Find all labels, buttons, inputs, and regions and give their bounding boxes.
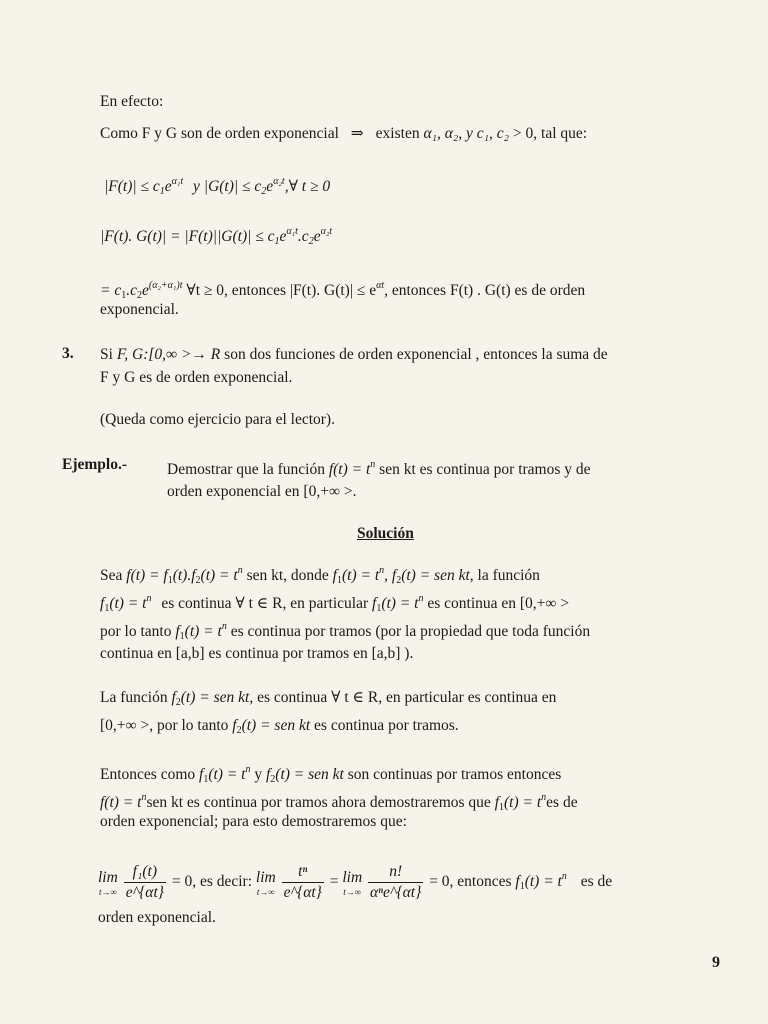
text-line: orden exponencial en [0,+∞ >. <box>167 483 357 500</box>
text-line: Demostrar que la función $f(t) = t^n$ sen kt es continua por tramos y de <box>167 459 591 478</box>
math-line: = $c_1.c_2e^{(\alpha_2+\alpha_1)t}$ ∀t ≥ 0, entonces |F(t). $G(t)| \le e^{\alpha t}$, entonces F(t) . G(t) es de orden <box>100 280 586 301</box>
text-line: Si F, G:[0,∞ >→ R son dos funciones de orden exponencial , entonces la suma de <box>100 346 608 363</box>
text-line: orden exponencial. <box>98 909 216 926</box>
text-line: $f_1(t) = t^n$ es continua ∀ t ∈ R, en particular $f_1(t) = t^n$ es continua en [0,+∞ > <box>100 593 570 614</box>
text-line: F y G es de orden exponencial. <box>100 369 293 386</box>
page-number: 9 <box>712 954 720 971</box>
math-line: |F(t). $G(t)| = |F(t)||G(t)| \le c_1e^{\alpha_1t}.c_2e^{\alpha_2t}$ <box>100 226 333 247</box>
text-line: por lo tanto $f_1(t) = t^n$ es continua por tramos (por la propiedad que toda función <box>100 621 591 642</box>
text-line: Sea $f(t) = f_1(t).f_2(t) = t^n$ sen kt, donde $f_1(t) = t^n$, $f_2(t)$ = sen kt, la función <box>100 565 540 586</box>
example-label: Ejemplo.- <box>62 456 128 473</box>
text-line: $f(t) = t^nsen$ kt es continua por tramos ahora demostraremos que $f_1(t) = t^nes$ de <box>100 792 578 813</box>
math-line: $|F(t)| \le c_1e^{\alpha_1t}$ y $|G(t)| \le c_2e^{\alpha_2t},\forall$ t ≥ 0 <box>104 176 331 197</box>
text-line: Como F y G son de orden exponencial ⇒ existen α₁, α₂, y c₁, c₂ > 0, tal que: <box>100 125 588 142</box>
text-line: Entonces como $f_1(t) = t^n$ y $f_2(t)$ = sen kt son continuas por tramos entonces <box>100 764 562 785</box>
solution-heading: Solución <box>357 525 414 542</box>
text-line: En efecto: <box>100 93 164 110</box>
text-line: exponencial. <box>100 301 179 318</box>
text-line: (Queda como ejercicio para el lector). <box>100 411 335 428</box>
item-number: 3. <box>62 345 74 362</box>
text-line: La función $f_2(t)$ = sen kt, es continua ∀ t ∈ R, en particular es continua en <box>100 689 557 708</box>
text-line: orden exponencial; para esto demostraremos que: <box>100 813 407 830</box>
limit-equation: lim t→∞ $\frac{\text{f₁(t)}}{e\^{}\{\alpha t\}}$ = 0, es decir: lim t→∞ $\frac{\text{tⁿ}}{e\^{}\{\alpha t\}}$ = lim t→∞ $\frac{n!}{\text{αⁿe\textasciicircum{}\{αt\}}}$ = 0, entonces $f_1(t) = t^n$ es de <box>98 863 613 901</box>
text-line: continua en [a,b] es continua por tramos en [a,b] ). <box>100 645 414 662</box>
text-line: [0,+∞ >, por lo tanto $f_2(t)$ = sen kt es continua por tramos. <box>100 717 459 736</box>
